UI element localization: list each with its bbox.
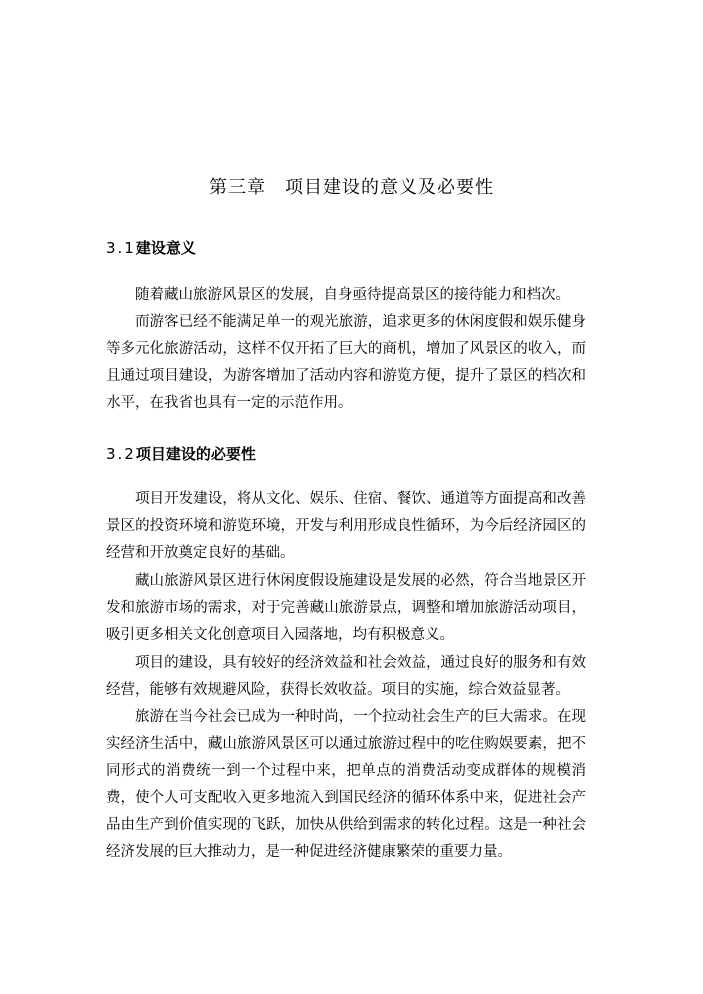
paragraph: 项目的建设，具有较好的经济效益和社会效益，通过良好的服务和有效经营，能够有效规避风险，获得长效收益。项目的实施，综合效益显著。: [106, 655, 586, 698]
section-title: 建设意义: [135, 239, 196, 257]
paragraph: 而游客已经不能满足单一的观光旅游，追求更多的休闲度假和娱乐健身等多元化旅游活动，这样不仅开拓了巨大的商机，增加了风景区的收入，而且通过项目建设，为游客增加了活动内容和游览方便，提升了景区的档次和水平，在我省也具有一定的示范作用。: [106, 314, 586, 411]
paragraph: 随着藏山旅游风景区的发展，自身亟待提高景区的接待能力和档次。: [135, 287, 570, 303]
paragraph: 项目开发建设，将从文化、娱乐、住宿、餐饮、通道等方面提高和改善景区的投资环境和游览环境，开发与利用形成良性循环，为今后经济园区的经营和开放奠定良好的基础。: [106, 491, 586, 561]
section-title: 项目建设的必要性: [135, 445, 256, 463]
chapter-title: 第三章 项目建设的意义及必要性: [209, 177, 494, 198]
section-heading-3-1: [106, 238, 196, 258]
section-number: 3.1: [106, 239, 136, 257]
section-heading-3-2: [106, 444, 256, 464]
paragraph: 藏山旅游风景区进行休闲度假设施建设是发展的必然，符合当地景区开发和旅游市场的需求，对于完善藏山旅游景点，调整和增加旅游活动项目，吸引更多相关文化创意项目入园落地，均有积极意义。: [106, 573, 586, 643]
section-number: 3.2: [106, 445, 136, 463]
paragraph: 旅游在当今社会已成为一种时尚，一个拉动社会生产的巨大需求。在现实经济生活中，藏山旅游风景区可以通过旅游过程中的吃住购娱要素，把不同形式的消费统一到一个过程中来，把单点的消费活动变成群体的规模消费，使个人可支配收入更多地流入到国民经济的循环体系中来，促进社会产品由生产到价值实现的飞跃，加快从供给到需求的转化过程。这是一种社会经济发展的巨大推动力，是一种促进经济健康繁荣的重要力量。: [106, 709, 586, 860]
